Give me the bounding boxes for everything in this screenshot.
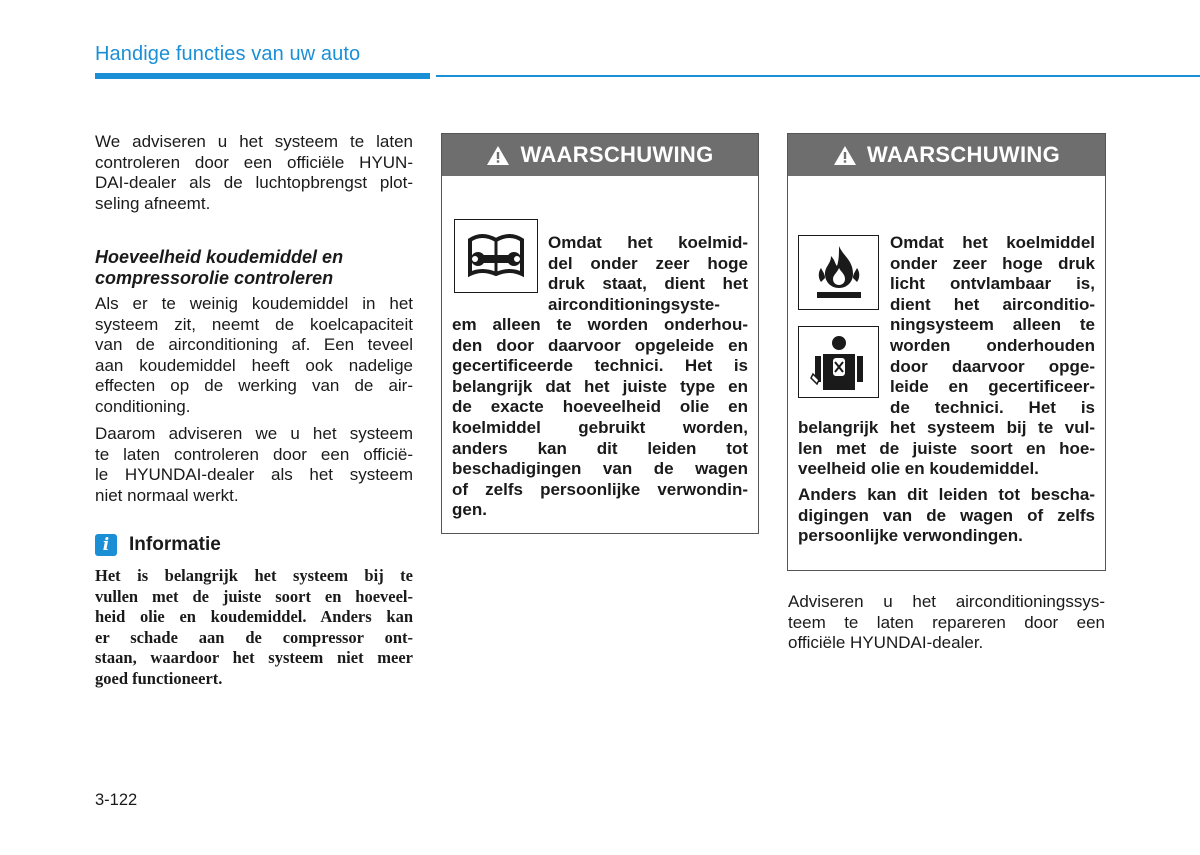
info-body <box>95 566 413 689</box>
info-heading <box>95 533 221 557</box>
warning-title: WAARSCHUWING <box>866 142 1061 167</box>
warning-title: WAARSCHUWING <box>520 142 714 167</box>
text-line: systeem zit, neemt de koelcapaciteit <box>95 314 413 334</box>
header-rule-thin <box>436 75 1200 77</box>
warning-header <box>788 134 1105 176</box>
text-line: Het is belangrijk het systeem bij te <box>95 566 413 585</box>
warning-header <box>442 134 758 176</box>
manual-wrench-icon <box>454 219 538 293</box>
text-line: vullen met de juiste soort en hoeveel- <box>95 586 413 606</box>
text-line: of zelfs persoonlijke verwondin- <box>452 479 748 499</box>
text-line: Omdat het koelmid- <box>548 233 748 252</box>
warning-triangle-icon <box>833 145 857 166</box>
text-line: leide en gecertificeer- <box>890 377 1095 397</box>
page-header-title: Handige functies van uw auto <box>95 43 361 65</box>
text-line: dient het airconditio- <box>890 294 1095 314</box>
text-line: belangrijk het systeem bij te vul- <box>798 418 1095 437</box>
text-line: del onder zeer hoge <box>548 253 748 273</box>
text-line: licht ontvlambaar is, <box>890 274 1095 294</box>
text-line: em alleen te worden onderhou- <box>452 315 748 334</box>
text-line: persoonlijke verwondingen. <box>798 526 1023 546</box>
warning2-body-text <box>798 418 1095 480</box>
text-line: er schade aan de compressor ont- <box>95 627 413 647</box>
dealer-advice-paragraph <box>95 424 413 506</box>
text-line: druk staat, dient het <box>548 274 748 294</box>
text-line: goed functioneert. <box>95 668 223 688</box>
text-line: heid olie en koudemiddel. Anders kan <box>95 607 413 626</box>
text-line: belangrijk dat het juiste type en <box>452 376 748 396</box>
text-line: officiële HYUNDAI-dealer. <box>788 633 984 653</box>
text-line: DAI-dealer als de luchtopbrengst plot- <box>95 173 413 193</box>
warning2-side-text <box>890 233 1095 418</box>
page-number: 3-122 <box>95 791 138 809</box>
text-line: te laten controleren door een officië- <box>95 444 413 464</box>
text-line: ningsysteem alleen te <box>890 315 1095 335</box>
text-line: digingen van de wagen of zelfs <box>798 505 1095 525</box>
warning-triangle-icon <box>486 145 510 166</box>
warning1-body-text <box>452 315 748 521</box>
text-line: Omdat het koelmiddel <box>890 233 1095 252</box>
technician-icon <box>798 326 879 398</box>
text-line: veelheid olie en koudemiddel. <box>798 459 1039 479</box>
text-line: den door daarvoor opgeleide en <box>452 335 748 355</box>
subheading-line: compressorolie controleren <box>95 268 334 288</box>
text-line: koelmiddel gebruikt worden, <box>452 417 748 437</box>
intro-paragraph <box>95 132 413 214</box>
header-rule-thick <box>95 73 430 79</box>
subheading-line: Hoeveelheid koudemiddel en <box>95 247 344 267</box>
text-line: gecertificeerde technici. Het is <box>452 356 748 376</box>
text-line: seling afneemt. <box>95 193 211 213</box>
text-line: Anders kan dit leiden tot bescha- <box>798 485 1095 504</box>
text-line: gen. <box>452 500 487 520</box>
text-line: onder zeer hoge druk <box>890 253 1095 273</box>
text-line: len met de juiste soort en hoe- <box>798 438 1095 458</box>
text-line: beschadigingen van de wagen <box>452 459 748 479</box>
text-line: de exacte hoeveelheid olie en <box>452 397 748 417</box>
flammable-icon <box>798 235 879 310</box>
text-line: Daarom adviseren we u het systeem <box>95 424 413 443</box>
text-line: worden onderhouden <box>890 335 1095 355</box>
text-line: le HYUNDAI-dealer als het systeem <box>95 465 413 485</box>
text-line: airconditioningsyste- <box>548 294 720 314</box>
info-icon: i <box>95 534 117 556</box>
text-line: controleren door een officiële HYUN- <box>95 152 413 172</box>
text-line: Als er te weinig koudemiddel in het <box>95 294 413 313</box>
text-line: aan koudemiddel heeft ook nadelige <box>95 355 413 375</box>
text-line: anders kan dit leiden tot <box>452 438 748 458</box>
text-line: Adviseren u het airconditioningssys- <box>788 592 1105 611</box>
refrigerant-paragraph <box>95 294 413 418</box>
info-title: Informatie <box>129 534 221 555</box>
section-subheading <box>95 247 413 289</box>
warning2-consequence-text <box>798 485 1095 547</box>
text-line: conditioning. <box>95 396 191 416</box>
warning1-side-text <box>548 233 748 315</box>
text-line: niet normaal werkt. <box>95 485 239 505</box>
text-line: door daarvoor opge- <box>890 356 1095 376</box>
text-line: de technici. Het is <box>890 397 1095 417</box>
text-line: staan, waardoor het systeem niet meer <box>95 648 413 667</box>
text-line: van de airconditioning af. Een teveel <box>95 335 413 355</box>
text-line: We adviseren u het systeem te laten <box>95 132 413 151</box>
repair-advice-paragraph <box>788 592 1105 654</box>
text-line: effecten op de werking van de air- <box>95 376 413 396</box>
text-line: teem te laten repareren door een <box>788 612 1105 632</box>
